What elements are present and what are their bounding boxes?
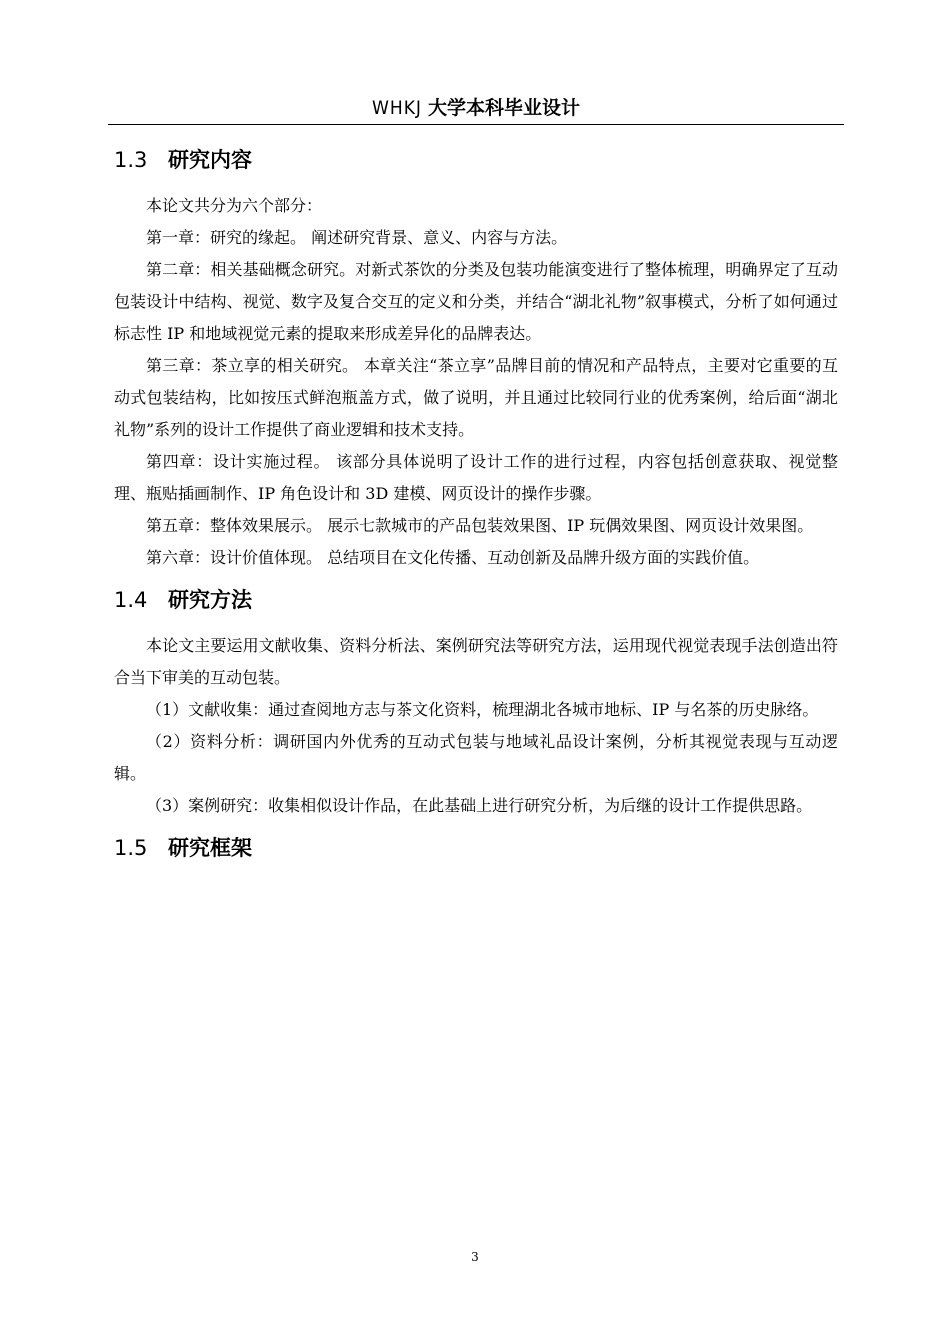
- paragraph: （1）文献收集：通过查阅地方志与茶文化资料，梳理湖北各城市地标、IP 与名茶的历史脉络。: [146, 700, 819, 719]
- paragraph: （2）资料分析：调研国内外优秀的互动式包装与地域礼品设计案例，分析其视觉表现与互动逻辑。: [114, 732, 838, 783]
- paragraph: 第六章：设计价值体现。 总结项目在文化传播、互动创新及品牌升级方面的实践价值。: [146, 548, 760, 567]
- section-number: 1.4: [114, 588, 148, 612]
- paragraph: 第二章：相关基础概念研究。对新式茶饮的分类及包装功能演变进行了整体梳理，明确界定了互动包装设计中结构、视觉、数字及复合交互的定义和分类，并结合“湖北礼物”叙事模式，分析了如何通过标志性 IP 和地域视觉元素的提取来形成差异化的品牌表达。: [114, 260, 838, 343]
- section-title: 研究内容: [168, 148, 252, 172]
- paragraph: 第三章：茶立享的相关研究。 本章关注“茶立享”品牌目前的情况和产品特点，主要对它重要的互动式包装结构，比如按压式鲜泡瓶盖方式，做了说明，并且通过比较同行业的优秀案例，给后面“湖北礼物”系列的设计工作提供了商业逻辑和技术支持。: [114, 356, 838, 439]
- section-heading-1-4: [114, 582, 838, 618]
- section-heading-1-5: [114, 830, 838, 866]
- section-number: 1.3: [114, 148, 148, 172]
- header-latin: WHKJ: [371, 97, 422, 119]
- paragraph: 第四章：设计实施过程。 该部分具体说明了设计工作的进行过程，内容包括创意获取、视觉整理、瓶贴插画制作、IP 角色设计和 3D 建模、网页设计的操作步骤。: [114, 452, 838, 503]
- page-body: [114, 142, 838, 866]
- paragraph: 本论文共分为六个部分：: [146, 196, 323, 215]
- section-title: 研究方法: [168, 588, 252, 612]
- section-heading-1-3: [114, 142, 838, 178]
- section-number: 1.5: [114, 836, 148, 860]
- header-rule: [108, 124, 844, 125]
- page-header: [108, 94, 844, 122]
- paragraph: （3）案例研究：收集相似设计作品，在此基础上进行研究分析，为后继的设计工作提供思路。: [146, 796, 813, 815]
- page-number: 3: [471, 1250, 479, 1264]
- paragraph: 本论文主要运用文献收集、资料分析法、案例研究法等研究方法，运用现代视觉表现手法创造出符合当下审美的互动包装。: [114, 636, 838, 687]
- section-title: 研究框架: [168, 836, 252, 860]
- header-title: 大学本科毕业设计: [428, 97, 581, 119]
- paragraph: 第五章：整体效果展示。 展示七款城市的产品包装效果图、IP 玩偶效果图、网页设计效果图。: [146, 516, 814, 535]
- paragraph: 第一章：研究的缘起。 阐述研究背景、意义、内容与方法。: [146, 228, 568, 247]
